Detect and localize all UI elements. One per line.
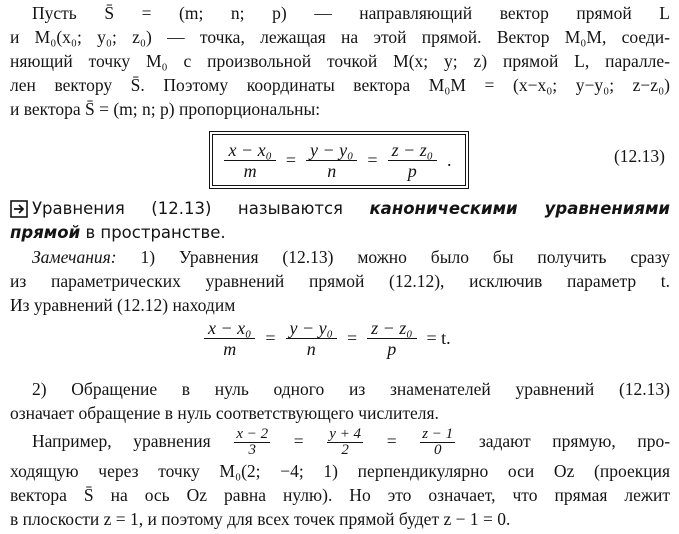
fraction-z xyxy=(388,140,437,181)
param-tail: = t. xyxy=(426,328,451,348)
remarks-line-2: из параметрических уравнений прямой (12.12), исключив параметр t. xyxy=(10,271,670,291)
equation-number: (12.13) xyxy=(613,146,665,166)
example-fraction-x-den: 3 xyxy=(248,442,256,456)
param-fraction-x-denominator: m xyxy=(223,339,237,359)
equation-end-period: . xyxy=(447,149,452,170)
fraction-x-numerator: x − x₀ xyxy=(224,140,275,161)
fraction-y-denominator: n xyxy=(327,160,337,181)
definition-text-end: в пространстве. xyxy=(80,223,226,242)
remark-2-line-1: 2) Обращение в нуль одного из знаменателей уравнений (12.13) xyxy=(32,379,670,399)
definition-term-end: прямой xyxy=(10,223,81,242)
example-intro-end: задают прямую, про- xyxy=(478,431,670,451)
param-fraction-x-numerator: x − x₀ xyxy=(204,318,255,339)
definition-line-2 xyxy=(10,222,670,244)
example-fraction-y-num: y + 4 xyxy=(329,426,362,443)
fraction-y-numerator: y − y₀ xyxy=(306,140,357,161)
example-fraction-y-den: 2 xyxy=(341,442,349,456)
definition-term: каноническими уравнениями xyxy=(369,199,670,218)
example-fraction-y xyxy=(327,427,363,456)
example-line-1 xyxy=(10,426,670,456)
paragraph-1-line-5: и вектора S̄ = (m; n; p) пропорциональны: xyxy=(10,99,321,119)
example-fraction-z xyxy=(420,427,455,456)
example-line-4: в плоскости z = 1, и поэтому для всех точек прямой будет z − 1 = 0. xyxy=(10,509,511,529)
example-fraction-z-num: z − 1 xyxy=(422,426,454,443)
equals-sign: = xyxy=(346,328,358,348)
param-fraction-z-denominator: p xyxy=(387,339,397,359)
param-fraction-y xyxy=(286,318,337,359)
fraction-z-denominator: p xyxy=(407,160,417,181)
remarks-label: Замечания: xyxy=(32,247,117,267)
definition-line-1 xyxy=(10,198,670,220)
equals-sign: = xyxy=(367,149,378,170)
paragraph-1-line-4: лен вектору S̄. Поэтому координаты вектора M₀M = (x−x₀; y−y₀; z−z₀) xyxy=(10,75,670,95)
param-fraction-y-denominator: n xyxy=(306,339,316,359)
example-line-3: вектора S̄ на ось Oz равна нулю). Но это означает, что прямая лежит xyxy=(10,485,670,505)
paragraph-1-line-3: няющий точку M₀ с произвольной точкой M(x; y; z) прямой L, паралле- xyxy=(10,51,670,71)
equals-sign: = xyxy=(265,328,276,348)
param-fraction-y-numerator: y − y₀ xyxy=(286,318,337,339)
fraction-x xyxy=(224,140,275,181)
parametric-equation xyxy=(200,318,457,359)
example-fraction-x-num: x − 2 xyxy=(236,426,269,443)
param-fraction-x xyxy=(204,318,255,359)
remarks-line-1 xyxy=(10,246,670,268)
remarks-line-3: Из уравнений (12.12) находим xyxy=(10,295,236,315)
equals-sign: = xyxy=(386,431,397,451)
definition-text: Уравнения (12.13) называются xyxy=(32,199,370,218)
fraction-z-numerator: z − z₀ xyxy=(388,140,437,161)
remarks-text: 1) Уравнения (12.13) можно было бы получить сразу xyxy=(116,247,670,267)
example-fraction-x xyxy=(234,427,270,456)
paragraph-1-line-1: Пусть S̄ = (m; n; p) — направляющий вектор прямой L xyxy=(32,3,670,23)
remark-2-line-2: означает обращение в нуль соответствующего числителя. xyxy=(10,403,439,423)
equals-sign: = xyxy=(285,149,297,170)
param-fraction-z-numerator: z − z₀ xyxy=(367,318,416,339)
paragraph-1-line-2: и M₀(x₀; y₀; z₀) — точка, лежащая на этой прямой. Вектор M₀M, соеди- xyxy=(10,27,670,47)
equals-sign: = xyxy=(293,431,304,451)
param-fraction-z xyxy=(367,318,416,359)
example-line-2: ходящую через точку M₀(2; −4; 1) перпендикулярно оси Oz (проекция xyxy=(10,461,670,481)
fraction-x-denominator: m xyxy=(243,160,257,181)
example-intro: Например, уравнения xyxy=(32,431,211,451)
canonical-equation-boxed xyxy=(212,134,466,186)
example-fraction-z-den: 0 xyxy=(433,442,442,456)
fraction-y xyxy=(306,140,357,181)
